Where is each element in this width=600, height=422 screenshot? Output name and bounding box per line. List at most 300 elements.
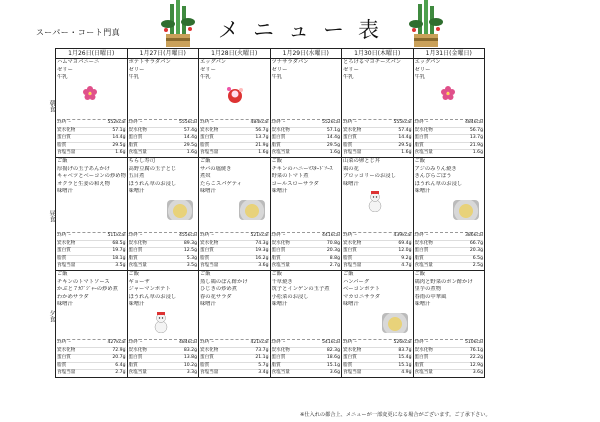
facility-name: スーパー・コート門真 [36,28,121,37]
dinner-cell [199,271,271,378]
lunch-cell [342,158,414,271]
nutrition-row [129,370,198,377]
nutrient-label: ｴﾈﾙｷﾞｰ [343,233,357,239]
nutrient-label: 食塩当量 [200,263,219,269]
breakfast-cell [413,59,485,158]
nutrition-block [200,339,269,377]
nutrient-value: 484kcal [178,340,197,346]
nutrition-block [200,119,269,157]
nutrition-block [129,339,198,377]
food-photo [167,200,193,220]
kadomatsu-right-illustration [408,0,444,48]
dish-item: チキンのトマトソース [57,278,110,285]
nutrient-value: 72.9g [112,347,126,353]
nutrient-label: 食塩当量 [57,150,76,156]
nutrient-value: 89.3g [183,240,197,246]
dish-item: ご飯 [57,271,68,277]
dish-item: ベーコンポテト [343,286,381,293]
dish-item: ご飯 [414,158,426,164]
nutrient-value: 552kcal [321,120,340,126]
nutrient-label: 脂質 [414,362,424,368]
nutrition-row [343,340,412,348]
nutrient-value: 13.7g [255,135,269,141]
dish-item: 牛乳 [128,74,140,81]
nutrient-label: 炭水化物 [57,347,76,353]
label-lunch: 昼食 [48,210,55,222]
nutrition-block [200,232,269,270]
dish-item: ご飯 [271,158,283,164]
nutrient-value: 57.1g [326,127,340,133]
dish-list [343,271,412,309]
nutrition-row [200,340,269,348]
nutrient-value: 484kcal [250,120,269,126]
nutrient-label: 脂質 [343,142,353,148]
dish-item: 味噌汁 [200,301,216,308]
nutrient-value: 83.7g [398,347,412,353]
nutrient-label: 蛋白質 [414,355,429,361]
dish-item: ポテトサラダパン [128,59,171,65]
page-title: メニュー表 [218,18,393,42]
dish-item: 山菜の卵とじ丼 [343,158,381,164]
nutrition-row [200,248,269,256]
nutrient-label: ｴﾈﾙｷﾞｰ [128,340,143,346]
breakfast-row [56,59,485,158]
nutrient-label: 蛋白質 [343,355,357,361]
nutrient-label: ｴﾈﾙｷﾞｰ [57,233,71,239]
nutrient-label: 脂質 [343,255,353,261]
nutrition-row [343,120,412,128]
nutrient-label: 炭水化物 [57,240,76,246]
dish-item: マカロニサラダ [343,293,381,300]
nutrient-label: 脂質 [271,255,281,261]
nutrient-label: 脂質 [128,362,138,368]
dish-list [343,158,412,188]
nutrient-value: 555kcal [178,120,197,126]
breakfast-cell [270,59,342,158]
nutrient-label: 蛋白質 [57,248,71,254]
dish-list [200,158,269,196]
nutrient-label: 食塩当量 [343,370,362,376]
nutrient-value: 29.5g [398,142,412,148]
nutrient-label: 蛋白質 [128,248,143,254]
nutrient-value: 14.4g [183,135,197,141]
nutrition-row [272,355,341,363]
nutrient-label: 蛋白質 [200,355,214,361]
nutrient-value: 20.3g [326,248,340,254]
dish-item: 牛乳 [343,74,354,81]
nutrient-value: 441kcal [321,233,340,239]
nutrient-value: 12.5g [183,248,197,254]
nutrition-row [57,248,126,256]
nutrient-value: 6.5g [472,255,483,261]
nutrient-value: 21.9g [255,142,269,148]
nutrient-label: 蛋白質 [414,135,429,141]
nutrient-value: 3.5g [186,263,197,269]
nutrient-value: 427kcal [107,340,126,346]
snowman-icon [367,190,383,212]
dish-list [272,158,341,196]
nutrient-value: 3.3g [186,370,197,376]
dish-list [200,59,269,82]
nutrient-label: ｴﾈﾙｷﾞｰ [414,340,429,346]
nutrient-label: 蛋白質 [57,355,71,361]
breakfast-cell [56,59,128,158]
kadomatsu-left-illustration [160,0,196,48]
food-photo [453,200,479,220]
nutrient-label: 炭水化物 [414,127,433,133]
nutrient-label: ｴﾈﾙｷﾞｰ [271,120,286,126]
nutrient-value: 1.6g [401,150,412,156]
nutrition-row [415,340,484,348]
nutrient-value: 82.3g [326,347,340,353]
dish-list [415,158,484,196]
day-header: 1月27日(月曜日) [127,49,199,59]
nutrient-value: 10.2g [183,362,197,368]
nutrition-row [415,233,484,241]
dish-item: 鶏の花 [343,165,359,172]
nutrition-row [57,340,126,348]
nutrient-label: ｴﾈﾙｷﾞｰ [343,340,357,346]
dish-item: ご飯 [271,271,283,277]
dish-item: たらこスパゲティ [200,180,242,187]
nutrient-label: 脂質 [57,255,67,261]
dinner-row [56,271,485,378]
nutrient-value: 14.4g [398,135,412,141]
nutrient-label: 食塩当量 [128,263,147,269]
food-photo [239,200,265,220]
dish-item: 味噌汁 [271,301,288,308]
nutrient-value: 521kcal [250,233,269,239]
nutrient-value: 4.9g [401,370,412,376]
nutrient-value: 56.7g [469,127,483,133]
dish-item: ジャーマンポテト [128,286,171,293]
nutrition-row [200,233,269,241]
nutrient-value: 18.6g [326,355,340,361]
nutrition-block [415,232,484,270]
label-dinner: 夕食 [48,310,55,322]
nutrient-value: 439kcal [393,233,412,239]
nutrient-value: 15.4g [398,355,412,361]
dish-list [272,59,341,82]
nutrient-value: 76.1g [469,347,483,353]
nutrient-value: 21.1g [255,355,269,361]
dish-item: ご飯 [57,158,68,164]
nutrient-label: 炭水化物 [343,347,362,353]
nutrient-label: 食塩当量 [200,370,219,376]
nutrient-label: 炭水化物 [200,240,219,246]
nutrient-value: 421kcal [250,340,269,346]
dish-item: ツナサラダパン [271,59,309,65]
nutrient-label: 蛋白質 [414,248,429,254]
nutrient-label: 蛋白質 [271,248,286,254]
nutrition-row [415,370,484,377]
nutrition-block [57,339,126,377]
nutrient-value: 541kcal [321,340,340,346]
dish-item: ひじきの炒め煮 [200,286,238,293]
dinner-cell [127,271,199,378]
dish-item: 里芋の煮物 [414,286,441,293]
nutrition-row [415,135,484,143]
nutrient-label: 炭水化物 [128,347,147,353]
nutrient-label: 食塩当量 [57,263,76,269]
menu-table [55,48,485,378]
nutrition-block [343,339,412,377]
nutrient-label: ｴﾈﾙｷﾞｰ [128,120,143,126]
nutrition-row [415,263,484,270]
nutrition-row [343,263,412,270]
nutrient-value: 15.1g [326,362,340,368]
dish-item: ゼリー [414,66,431,73]
nutrient-label: 炭水化物 [271,240,290,246]
nutrient-label: ｴﾈﾙｷﾞｰ [200,120,214,126]
nutrient-label: 食塩当量 [200,150,219,156]
nutrient-value: 29.5g [183,142,197,148]
dish-item: 牛乳 [271,74,283,81]
nutrition-row [200,135,269,143]
nutrient-value: 57.4g [398,127,412,133]
nutrition-row [200,120,269,128]
nutrition-row [415,248,484,256]
lunch-cell [199,158,271,271]
nutrient-value: 70.8g [326,240,340,246]
nutrient-label: 脂質 [271,142,281,148]
breakfast-cell [199,59,271,158]
nutrient-value: 74.3g [255,240,269,246]
nutrient-label: 蛋白質 [343,248,357,254]
dish-item: 味噌汁 [414,301,431,308]
nutrition-row [129,120,198,128]
dish-item: ゼリー [128,66,145,73]
nutrient-label: 食塩当量 [271,263,290,269]
nutrition-row [272,150,341,157]
dish-item: 味噌汁 [57,188,73,195]
nutrient-label: 蛋白質 [200,135,214,141]
nutrition-row [129,135,198,143]
dish-item: サバの塩焼き [200,165,232,172]
day-header: 1月30日(木曜日) [342,49,414,59]
dish-item: 厚揚げの玉子あんかけ [57,165,110,172]
nutrition-row [272,340,341,348]
nutrient-label: 食塩当量 [414,370,433,376]
dish-item: わかめサラダ [57,293,89,300]
nutrient-value: 20.7g [112,355,126,361]
day-header: 1月26日(日曜日) [56,49,128,59]
nutrition-row [343,135,412,143]
nutrient-label: 蛋白質 [57,135,71,141]
nutrient-label: ｴﾈﾙｷﾞｰ [271,233,286,239]
dish-item: 五目煮 [128,173,145,180]
food-photo [382,313,408,333]
dinner-cell [342,271,414,378]
dish-item: ブロッコリーのお浸し [343,173,396,180]
nutrient-label: ｴﾈﾙｷﾞｰ [414,120,429,126]
nutrient-value: 3.6g [472,370,483,376]
nutrition-row [57,233,126,241]
nutrient-value: 16.2g [255,255,269,261]
nutrient-label: 蛋白質 [343,135,357,141]
nutrient-label: 炭水化物 [57,127,76,133]
daruma-icon [226,86,244,104]
nutrient-value: 73.7g [255,347,269,353]
nutrient-value: 69.4g [398,240,412,246]
nutrition-row [272,120,341,128]
nutrient-label: 炭水化物 [128,240,147,246]
dish-item: 蒸し鶏のぽん酢かけ [200,278,248,285]
nutrient-value: 29.5g [326,142,340,148]
nutrient-value: 511kcal [107,233,126,239]
nutrient-value: 57.1g [112,127,126,133]
nutrition-block [272,339,341,377]
lunch-cell [56,158,128,271]
nutrient-label: 炭水化物 [200,347,219,353]
dish-list [57,271,126,309]
dish-item: ちらし寿司 [128,158,155,164]
nutrient-value: 56.7g [255,127,269,133]
nutrient-label: 食塩当量 [271,150,290,156]
dish-item: 味噌汁 [271,188,288,195]
nutrient-label: 炭水化物 [414,347,433,353]
nutrient-value: 29.5g [112,142,126,148]
nutrient-value: 484kcal [464,120,483,126]
nutrition-row [57,120,126,128]
nutrient-value: 19.3g [255,248,269,254]
nutrient-value: 2.7g [329,263,340,269]
nutrient-label: 食塩当量 [57,370,76,376]
nutrient-value: 510kcal [464,340,483,346]
nutrient-value: 83.2g [183,347,197,353]
nutrient-value: 57.4g [183,127,197,133]
lunch-row [56,158,485,271]
nutrient-label: 脂質 [200,142,210,148]
nutrient-label: 脂質 [57,142,67,148]
nutrition-row [129,248,198,256]
nutrient-value: 3.5g [115,263,126,269]
nutrient-label: 脂質 [414,255,424,261]
nutrient-label: ｴﾈﾙｷﾞｰ [271,340,286,346]
nutrient-label: 炭水化物 [271,347,290,353]
nutrient-label: 食塩当量 [128,370,147,376]
nutrition-row [415,355,484,363]
nutrition-row [272,135,341,143]
dish-item: ハンバーグ [343,278,370,285]
nutrient-label: 脂質 [128,255,138,261]
nutrient-label: 炭水化物 [128,127,147,133]
nutrition-block [343,119,412,157]
nutrition-row [57,370,126,377]
dish-list [415,59,484,82]
nutrient-value: 21.9g [469,142,483,148]
dish-item: 春雨の中華風 [414,293,447,300]
nutrient-label: 炭水化物 [343,127,362,133]
dish-item: とろけるマヨチーズパン [343,59,402,65]
nutrient-label: 食塩当量 [414,263,433,269]
dish-item: 筑子とインゲンの玉子煮 [271,286,330,293]
dish-item: 味噌汁 [343,180,359,187]
nutrition-row [129,355,198,363]
dish-list [272,271,341,309]
nutrient-value: 1.6g [329,150,340,156]
nutrient-value: 1.6g [186,150,197,156]
nutrient-value: 526kcal [393,340,412,346]
nutrient-value: 15.1g [398,362,412,368]
dish-item: 味噌汁 [128,188,145,195]
nutrient-value: 455kcal [178,233,197,239]
nutrition-row [57,355,126,363]
nutrition-row [272,248,341,256]
dish-item: ほうれん草のお浸し [128,293,177,300]
nutrient-label: 蛋白質 [271,355,286,361]
dish-item: ご飯 [200,271,211,277]
nutrient-value: 386kcal [464,233,483,239]
nutrient-value: 2.5g [472,263,483,269]
nutrition-block [57,232,126,270]
dish-item: 春の花サラダ [200,293,232,300]
dish-item: 味噌汁 [414,188,431,195]
nutrient-value: 1.6g [258,150,269,156]
dish-item: 鶏肉と野菜のポン酢かけ [414,278,473,285]
snowman-icon [153,311,169,333]
nutrient-label: 食塩当量 [343,263,362,269]
dish-item: ご飯 [128,271,140,277]
nutrient-label: 脂質 [128,142,138,148]
plum-flower-icon [441,86,455,100]
nutrient-value: 2.7g [115,370,126,376]
nutrition-row [415,150,484,157]
nutrient-value: 22.2g [469,355,483,361]
dish-item: 煮奴 [200,173,211,180]
dish-item: ご飯 [343,271,354,277]
nutrient-label: ｴﾈﾙｷﾞｰ [200,233,214,239]
dish-item: エッグパン [200,59,227,65]
nutrition-row [129,263,198,270]
nutrition-block [415,119,484,157]
nutrition-row [343,355,412,363]
dish-list [129,271,198,309]
nutrient-label: ｴﾈﾙｷﾞｰ [414,233,429,239]
nutrient-label: 脂質 [343,362,353,368]
nutrition-row [415,120,484,128]
nutrient-label: 脂質 [200,255,210,261]
dish-item: ゼリー [343,66,359,73]
nutrition-block [272,232,341,270]
nutrient-value: 1.6g [472,150,483,156]
nutrition-row [200,150,269,157]
dish-item: 牛乳 [57,74,68,81]
dish-item: アジのみりん焼き [414,165,457,172]
nutrient-value: 20.3g [469,248,483,254]
dish-item: キャベツとベーコンの炒め物 [57,173,126,180]
nutrient-value: 19.7g [112,248,126,254]
breakfast-cell [127,59,199,158]
day-header: 1月29日(水曜日) [270,49,342,59]
dish-item: ゼリー [200,66,216,73]
nutrient-label: 蛋白質 [128,355,143,361]
nutrient-value: 3.6g [258,263,269,269]
nutrition-row [272,370,341,377]
nutrition-block [272,119,341,157]
nutrient-value: 12.9g [469,362,483,368]
dish-item: チキンのハニーﾏｽﾀｰﾄﾞｿｰｽ [271,165,333,172]
nutrient-value: 14.4g [112,135,126,141]
nutrient-value: 5.7g [258,362,269,368]
dish-list [343,59,412,82]
nutrient-label: 食塩当量 [343,150,362,156]
dish-item: ほうれん草のお浸し [128,180,177,187]
nutrition-row [129,150,198,157]
nutrition-row [57,135,126,143]
dish-item: 牛乳 [414,74,426,81]
day-header: 1月28日(火曜日) [199,49,271,59]
